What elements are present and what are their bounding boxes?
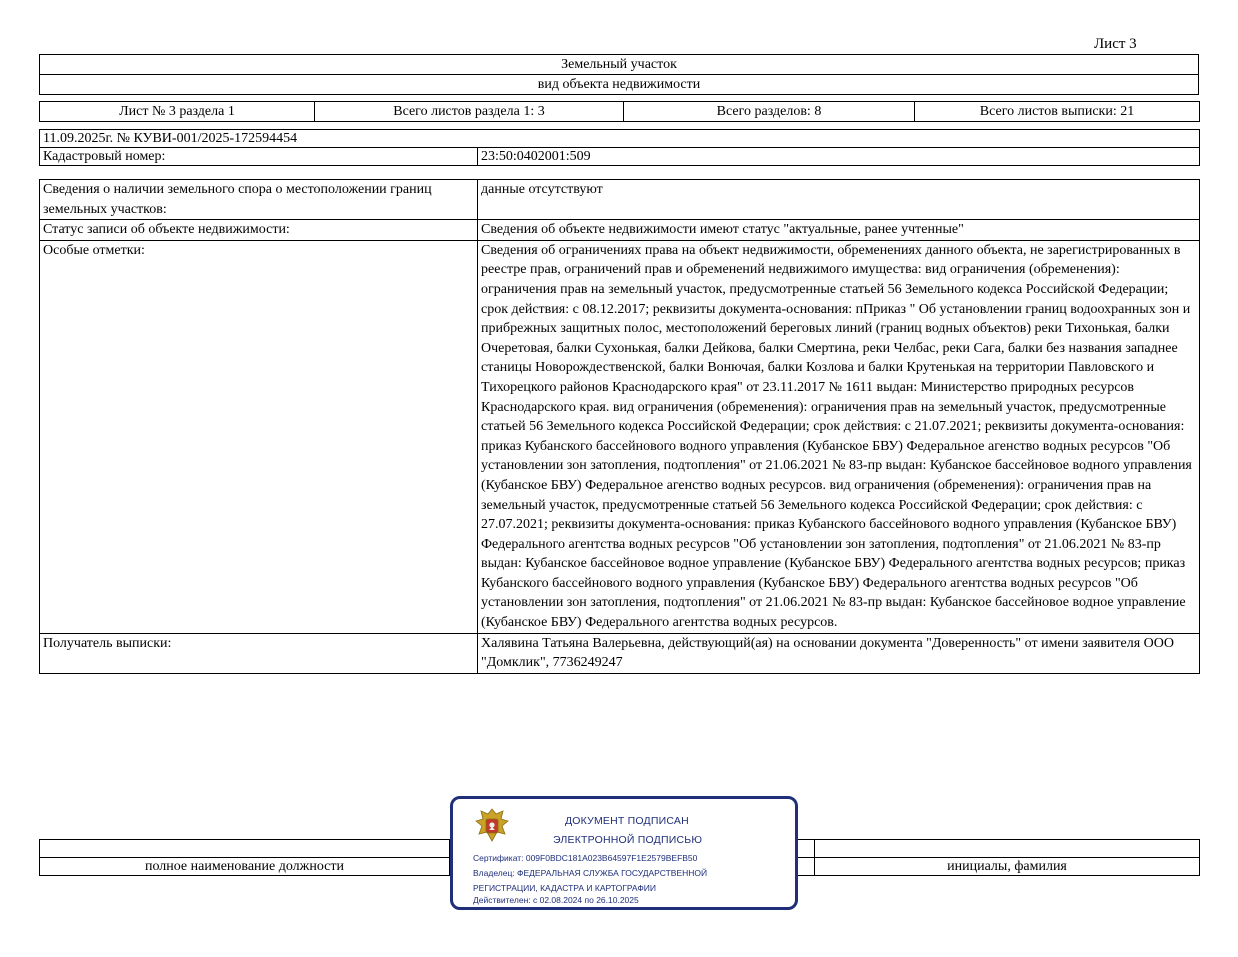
table-row bbox=[40, 633, 1200, 673]
sheet-info-table bbox=[39, 101, 1200, 122]
total-sections: Всего разделов: 8 bbox=[624, 102, 915, 122]
recipient-value: Халявина Татьяна Валерьевна, действующий(ая) на основании документа "Доверенность" от имени заявителя ООО "Домклик", 7736249247 bbox=[478, 633, 1200, 673]
object-type-caption: вид объекта недвижимости bbox=[40, 75, 1199, 95]
e-signature-stamp bbox=[450, 796, 798, 910]
stamp-owner-1: Владелец: ФЕДЕРАЛЬНАЯ СЛУЖБА ГОСУДАРСТВЕННОЙ bbox=[473, 868, 708, 878]
sheet-label: Лист 3 bbox=[1094, 36, 1137, 52]
stamp-valid: Действителен: с 02.08.2024 по 26.10.2025 bbox=[473, 895, 639, 905]
special-notes-value: Сведения об ограничениях права на объект недвижимости, обременениях данного объекта, не зарегистрированных в реестре прав, ограничений прав и обременений недвижимого имущества: вид ограничения (обременения): ограничения прав на земельный участок, предусмотренные статьей 56 Земельного кодекса Российской Федерации; срок действия: с 08.12.2017; реквизиты документа-основания: пПриказ " Об установлении границ водоохранных зон и прибрежных защитных полос, местоположений береговых линий (границ водных объектов) реки Тихонькая, балки Очеретовая, балки Сухонькая, балки Дейкова, балки Смертина, реки Челбас, реки Сага, балки без названия западнее станицы Новорождественской, балки Вонючая, балки Козлова и балки Крутенькая на территории Павловского и Тихорецкого районов Краснодарского края" от 23.11.2017 № 1611 выдан: Министерство природных ресурсов Краснодарского края. вид ограничения (обременения): ограничения прав на земельный участок, предусмотренные статьей 56 Земельного кодекса Российской Федерации; срок действия: с 21.07.2021; реквизиты документа-основания: приказ Кубанского бассейнового водного управления (Кубанское БВУ) Федеральное агенство водных ресурсов "Об установлении зон затопления, подтопления" от 21.06.2021 № 83-пр выдан: Кубанское бассейновое водного управления (Кубанское БВУ) Федеральное агенство водных ресурсов. вид ограничения (обременения): ограничения прав на земельный участок, предусмотренные статьей 56 Земельного кодекса Российской Федерации; срок действия: с 27.07.2021; реквизиты документа-основания: приказ Кубанского бассейнового водного управления (Кубанское БВУ) Федерального агентства водных ресурсов "Об установлении зон затопления, подтопления" от 21.06.2021 № 83-пр выдан: Кубанское бассейновое водное управление (Кубанское БВУ) Федерального агентства водных ресурсов; приказ Кубанского бассейнового водного управления (Кубанское БВУ) Федерального агентства водных ресурсов "Об установлении зон затопления, подтопления" от 21.06.2021 № 83-пр выдан: Кубанское бассейновое водное управление (Кубанское БВУ) Федерального агентства водных ресурсов. bbox=[478, 240, 1200, 633]
extract-date-number: 11.09.2025г. № КУВИ-001/2025-172594454 bbox=[40, 130, 1200, 148]
special-notes-label: Особые отметки: bbox=[40, 240, 478, 633]
table-row bbox=[40, 180, 1200, 220]
total-sheets-section: Всего листов раздела 1: 3 bbox=[315, 102, 624, 122]
table-row bbox=[40, 220, 1200, 241]
table-row bbox=[40, 240, 1200, 633]
status-value: Сведения об объекте недвижимости имеют статус "актуальные, ранее учтенные" bbox=[478, 220, 1200, 241]
position-field bbox=[40, 840, 450, 858]
coat-of-arms-icon bbox=[473, 805, 511, 845]
dispute-label: Сведения о наличии земельного спора о местоположении границ земельных участков: bbox=[40, 180, 478, 220]
object-type-table bbox=[39, 54, 1199, 95]
stamp-certificate: Сертификат: 009F0BDC181A023B64597F1E2579BEFB50 bbox=[473, 853, 698, 863]
object-type: Земельный участок bbox=[40, 55, 1199, 75]
dispute-value: данные отсутствуют bbox=[478, 180, 1200, 220]
stamp-owner-2: РЕГИСТРАЦИИ, КАДАСТРА И КАРТОГРАФИИ bbox=[473, 883, 656, 893]
info-table bbox=[39, 179, 1200, 674]
sheet-of-section: Лист № 3 раздела 1 bbox=[40, 102, 315, 122]
position-caption: полное наименование должности bbox=[40, 858, 450, 876]
stamp-title-1: ДОКУМЕНТ ПОДПИСАН bbox=[565, 815, 689, 827]
name-field bbox=[815, 840, 1200, 858]
cadastral-value: 23:50:0402001:509 bbox=[478, 148, 1200, 166]
status-label: Статус записи об объекте недвижимости: bbox=[40, 220, 478, 241]
total-sheets-extract: Всего листов выписки: 21 bbox=[915, 102, 1200, 122]
extract-id-table bbox=[39, 129, 1200, 166]
name-caption: инициалы, фамилия bbox=[815, 858, 1200, 876]
cadastral-label: Кадастровый номер: bbox=[40, 148, 478, 166]
recipient-label: Получатель выписки: bbox=[40, 633, 478, 673]
stamp-title-2: ЭЛЕКТРОННОЙ ПОДПИСЬЮ bbox=[553, 834, 703, 846]
